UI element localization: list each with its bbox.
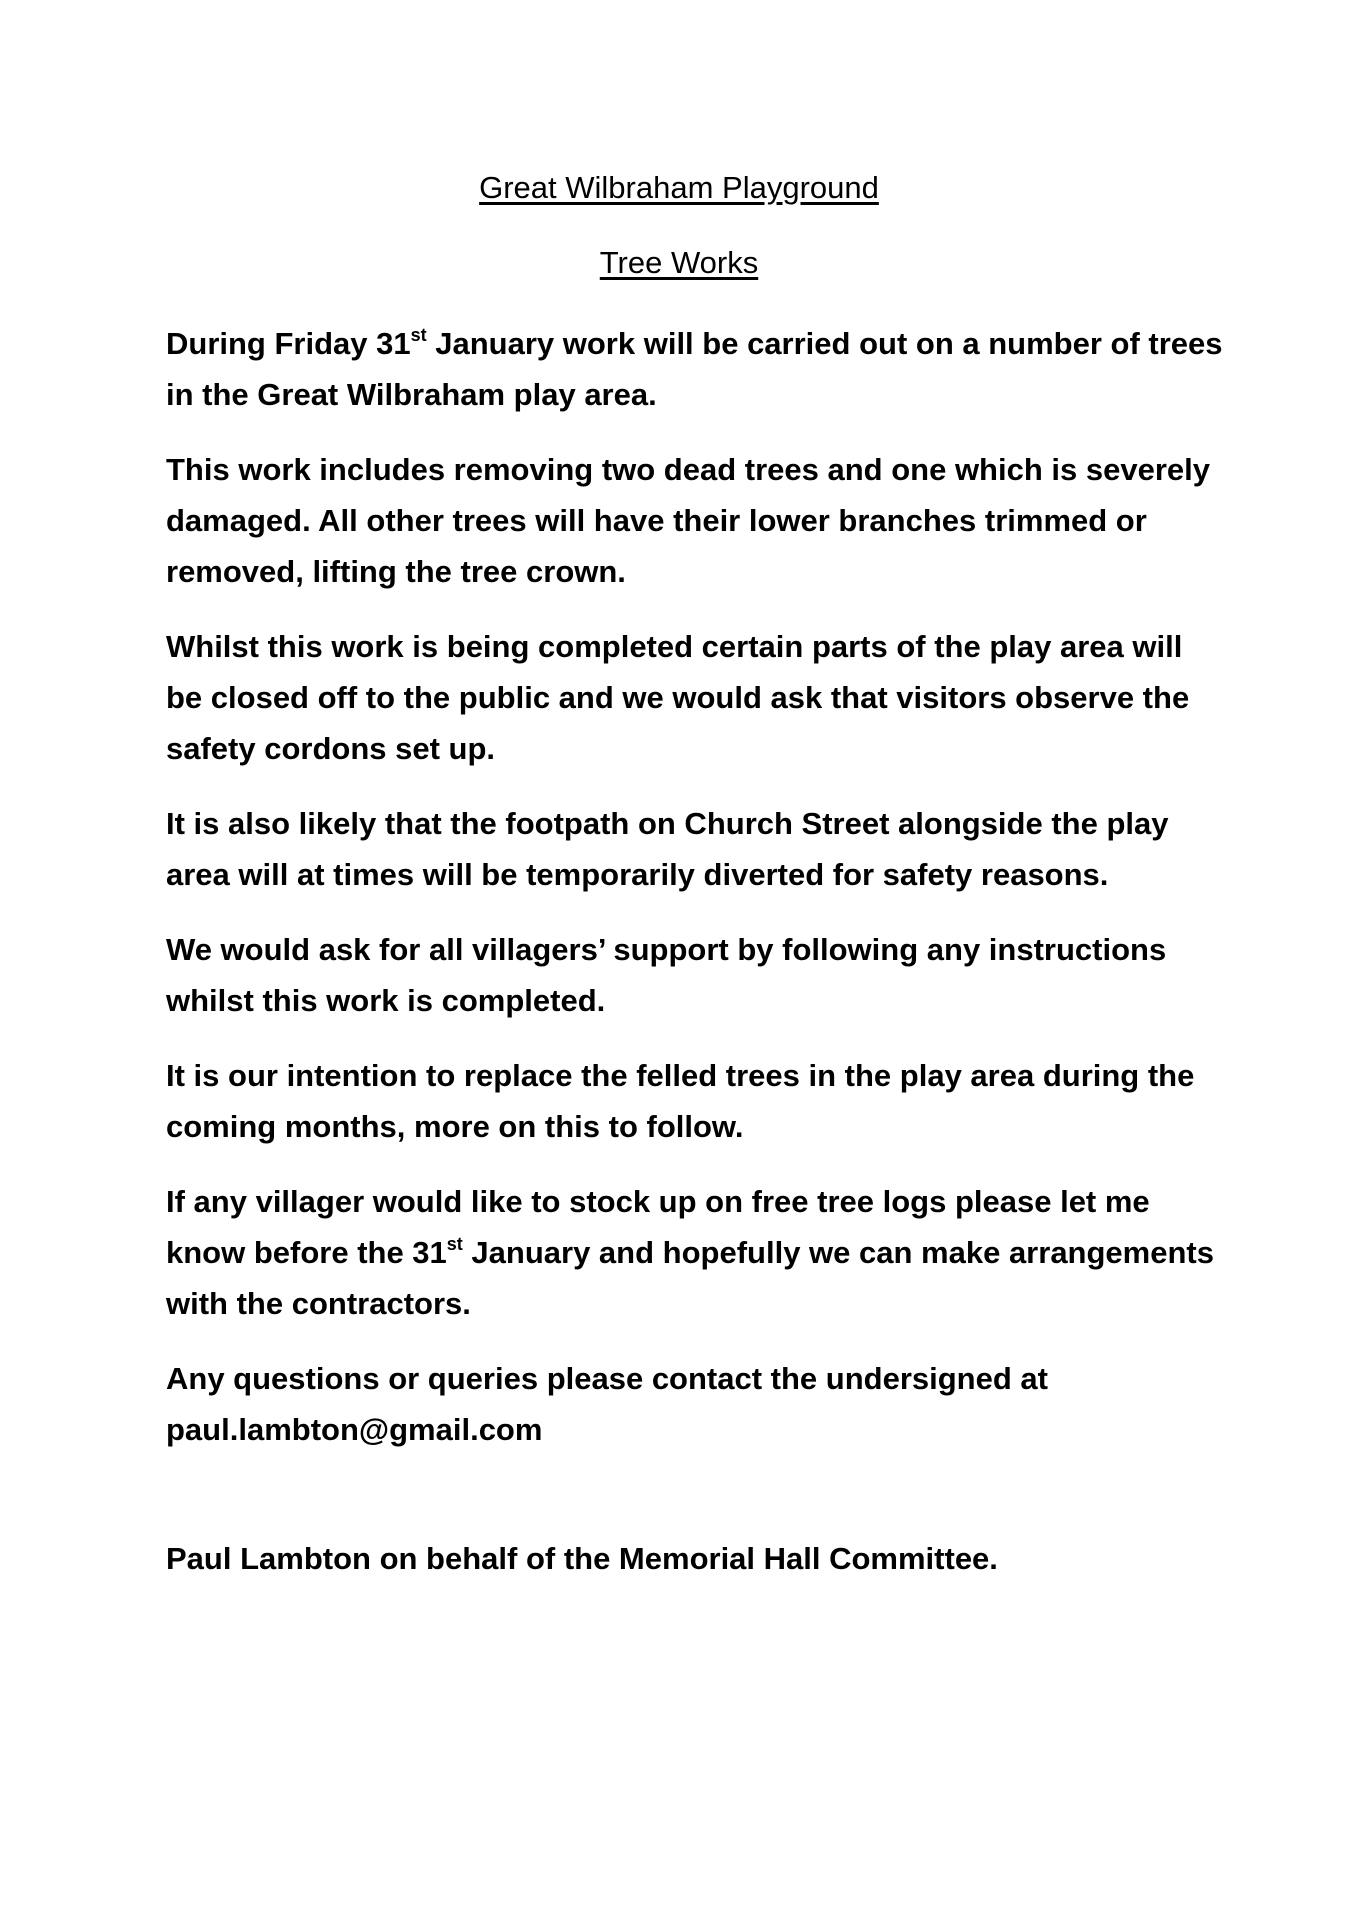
paragraph-6: It is our intention to replace the felled trees in the play area during the coming months, more on this to follow. — [166, 1058, 1195, 1144]
paragraph-7-text-b: January and hopefully we can make arrangements with the contractors. — [166, 1235, 1214, 1321]
signature: Paul Lambton on behalf of the Memorial Hall Committee. — [166, 1541, 998, 1576]
contact-email: paul.lambton@gmail.com — [166, 1412, 543, 1447]
document-body — [166, 318, 1226, 1608]
ordinal-suffix: st — [410, 324, 427, 345]
paragraph-3: Whilst this work is being completed certain parts of the play area will be closed off to the public and we would ask that visitors observe the safety cordons set up. — [166, 629, 1190, 766]
paragraph-1-text-a: During Friday 31 — [166, 326, 411, 361]
paragraph-7 — [166, 1176, 1226, 1329]
document-title: Great Wilbraham Playground — [479, 170, 879, 205]
paragraph-5: We would ask for all villagers’ support by following any instructions whilst this work is completed. — [166, 932, 1167, 1018]
paragraph-8-text: Any questions or queries please contact the undersigned at — [166, 1361, 1048, 1396]
paragraph-2: This work includes removing two dead trees and one which is severely damaged. All other trees will have their lower branches trimmed or removed, lifting the tree crown. — [166, 452, 1210, 589]
document-subtitle: Tree Works — [599, 245, 759, 280]
paragraph-4: It is also likely that the footpath on Church Street alongside the play area will at times will be temporarily diverted for safety reasons. — [166, 806, 1169, 892]
paragraph-7-text-a: If any villager would like to stock up on free tree logs please let me know before the 31 — [166, 1184, 1150, 1270]
paragraph-1-text-b: January work will be carried out on a number of trees in the Great Wilbraham play area. — [166, 326, 1223, 412]
paragraph-8 — [166, 1353, 1226, 1455]
ordinal-suffix: st — [446, 1233, 463, 1254]
paragraph-1 — [166, 318, 1226, 420]
